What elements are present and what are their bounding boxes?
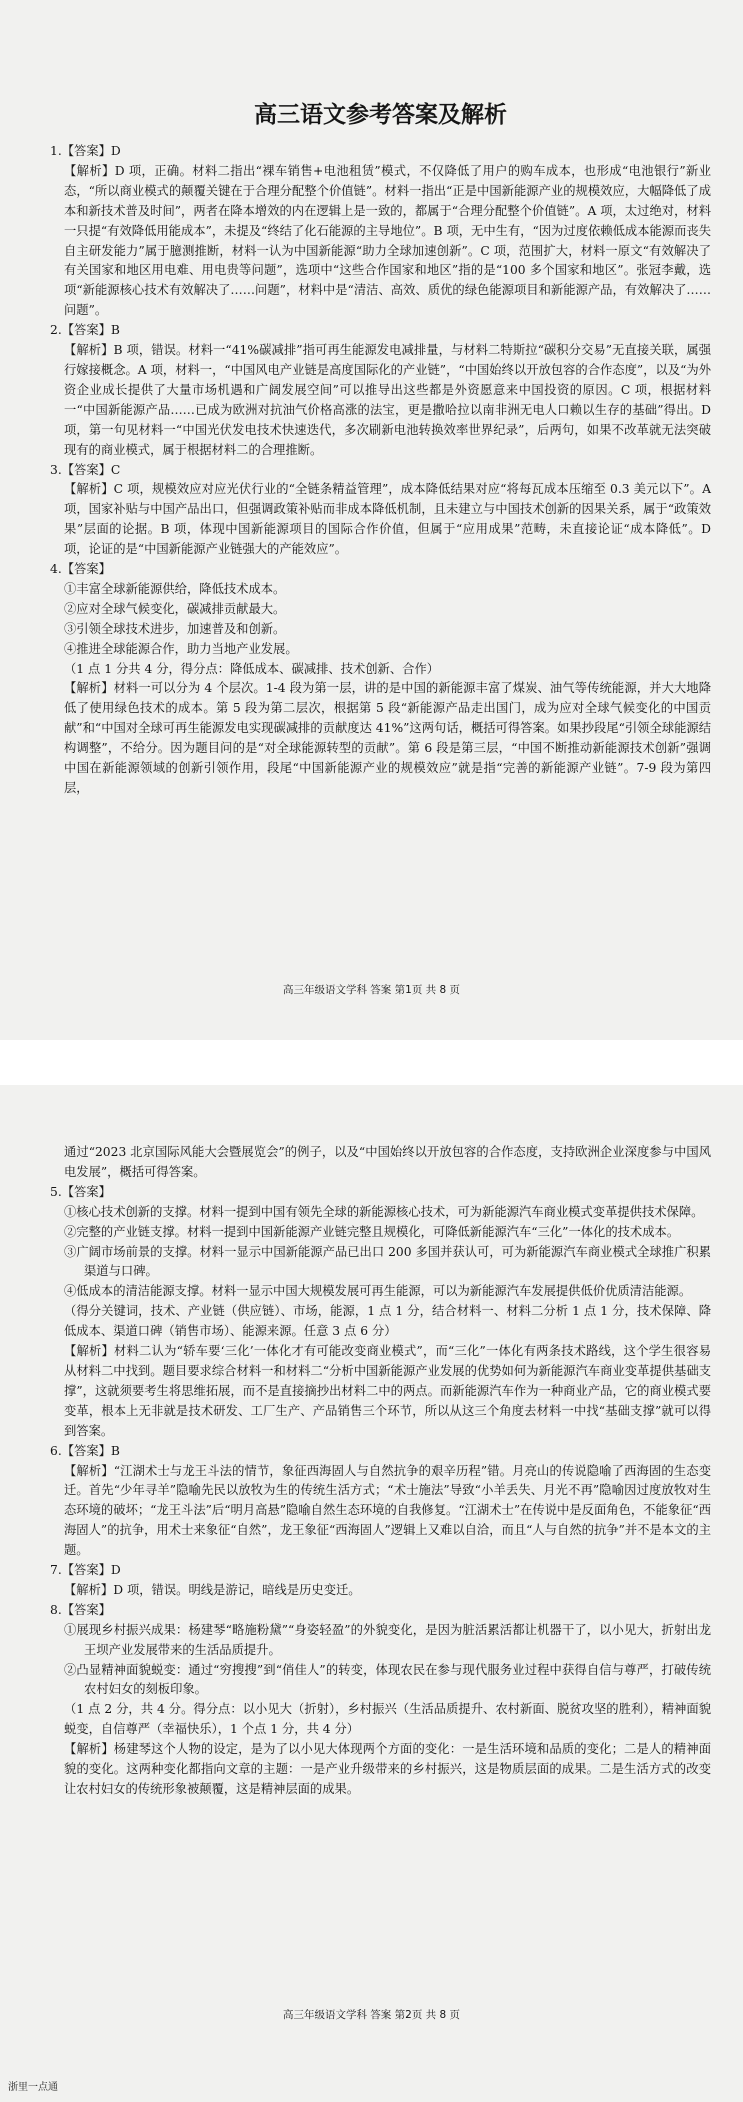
q5-item: ①核心技术创新的支撑。材料一提到中国有领先全球的新能源核心技术，可为新能源汽车商业模式变革提供技术保障。 <box>64 1204 704 1219</box>
q2-answer: 2.【答案】B <box>50 323 120 338</box>
q5-item: ④低成本的清洁能源支撑。材料一显示中国大规模发展可再生能源，可以为新能源汽车发展提供低价优质清洁能源。 <box>64 1284 692 1299</box>
q4-answer: 4.【答案】 <box>50 562 111 577</box>
watermark-text: 浙里一点通 <box>8 2082 58 2093</box>
page-1-body <box>50 142 711 799</box>
q4-item: ③引领全球技术进步，加速普及和创新。 <box>64 621 286 636</box>
q5-scoring: （得分关键词，技术、产业链（供应链）、市场，能源，1 点 1 分，结合材料一、材料二分析 1 点 1 分，技术保障、降低成本、渠道口碑（销售市场）、能源来源。任意 3 点 6 分） <box>64 1304 711 1339</box>
q8-item: ①展现乡村振兴成果：杨建琴“略施粉黛”“身姿轻盈”的外貌变化，是因为脏活累活都让机器干了，以小见大，折射出龙王坝产业发展带来的生活品质提升。 <box>64 1622 711 1657</box>
q7-explanation: 【解析】D 项，错误。明线是游记，暗线是历史变迁。 <box>64 1582 361 1597</box>
q8-explanation: 【解析】杨建琴这个人物的设定，是为了以小见大体现两个方面的变化：一是生活环境和品质的变化；二是人的精神面貌的变化。这两种变化都指向文章的主题：一是产业升级带来的乡村振兴，这是物质层面的成果。二是生活方式的改变让农村妇女的传统形象被颠覆，这是精神层面的成果。 <box>64 1742 711 1796</box>
q2-explanation: 【解析】B 项，错误。材料一“41%碳减排”指可再生能源发电减排量，与材料二特斯拉“碳积分交易”无直接关联，属强行嫁接概念。A 项，材料一，“中国风电产业链是高度国际化的产业链”，“中国始终以开放包容的合作态度”，以及“为外资企业成长提供了大量市场机遇和广阔发展空间”可以推导出这些都是外资愿意来中国投资的原因。C 项，根据材料一“中国新能源产品……已成为欧洲对抗油气价格高涨的法宝，更是撒哈拉以南非洲无电人口赖以生存的基础”得出。D 项，第一句见材料一“中国光伏发电技术快速迭代，多次刷新电池转换效率世界纪录”，后两句，如果不改革就无法突破现有的商业模式，属于根据材料二的合理推断。 <box>64 343 711 457</box>
page-title: 高三语文参考答案及解析 <box>254 102 507 128</box>
q4-item: ①丰富全球新能源供给，降低技术成本。 <box>64 581 286 596</box>
q5-item: ②完整的产业链支撑。材料一提到中国新能源产业链完整且规模化，可降低新能源汽车“三化”一体化的技术成本。 <box>64 1224 680 1239</box>
q7-answer: 7.【答案】D <box>50 1563 121 1578</box>
q3-answer: 3.【答案】C <box>50 462 121 477</box>
q5-explanation: 【解析】材料二认为“轿车要‘三化’一体化才有可能改变商业模式”，而“三化”一体化有两条技术路线，这个学生很容易从材料二中找到。题目要求综合材料一和材料二“分析中国新能源产业发展的优势如何为新能源汽车商业变革提供基础支撑”，这就须要考生将思维拓展，而不是直接摘抄出材料二中的两点。而新能源汽车作为一种商业产品，它的商业模式要变革，根本上无非就是技术研发、工厂生产、产品销售三个环节，所以从这三个角度去材料一中找“基础支撑”就可以得到答案。 <box>64 1344 711 1438</box>
page-2-body <box>50 1085 711 1800</box>
q4-item: ④推进全球能源合作，助力当地产业发展。 <box>64 641 298 656</box>
answer-page-1 <box>0 0 743 1040</box>
q5-item: ③广阔市场前景的支撑。材料一显示中国新能源产品已出口 200 多国并获认可，可为新能源汽车商业模式全球推广积累渠道与口碑。 <box>64 1244 711 1279</box>
q8-item: ②凸显精神面貌蜕变：通过“穷搜搜”到“俏佳人”的转变，体现农民在参与现代服务业过程中获得自信与尊严，打破传统农村妇女的刻板印象。 <box>64 1662 711 1697</box>
q6-explanation: 【解析】“江湖术士与龙王斗法的情节，象征西海固人与自然抗争的艰辛历程”错。月亮山的传说隐喻了西海固的生态变迁。首先“少年寻羊”隐喻先民以放牧为生的传统生活方式；“术士施法”导致“小羊丢失、月光不再”隐喻因过度放牧对生态环境的破坏；“龙王斗法”后“明月高悬”隐喻自然生态环境的自我修复。“江湖术士”在传说中是反面角色，不能象征“西海固人”的抗争，用术士来象征“自然”，龙王象征“西海固人”逻辑上又难以自洽，而且“人与自然的抗争”并不是本文的主题。 <box>64 1463 711 1558</box>
q4-item: ②应对全球气候变化，碳减排贡献最大。 <box>64 601 286 616</box>
q6-answer: 6.【答案】B <box>50 1443 120 1458</box>
q4-explanation-continued: 通过“2023 北京国际风能大会暨展览会”的例子，以及“中国始终以开放包容的合作态度，支持欧洲企业深度参与中国风电发展”，概括可得答案。 <box>64 1145 711 1179</box>
q4-explanation: 【解析】材料一可以分为 4 个层次。1-4 段为第一层，讲的是中国的新能源丰富了煤炭、油气等传统能源，并大大地降低了使用绿色技术的成本。第 5 段为第二层次，根据第 5 段“新能源产品走出国门，成为应对全球气候变化的中国贡献”和“中国对全球可再生能源发电实现碳减排的贡献度达 41%”这两句话，概括可得答案。如果抄段尾“引领全球能源结构调整”，不给分。因为题目问的是“对全球能源转型的贡献”。第 6 段是第三层，“中国不断推动新能源技术创新”强调中国在新能源领域的创新引领作用，段尾“中国新能源产业的规模效应”就是指“完善的新能源产业链”。7-9 段为第四层， <box>64 681 711 795</box>
q8-scoring: （1 点 2 分，共 4 分。得分点：以小见大（折射），乡村振兴（生活品质提升、农村新面、脱贫攻坚的胜利），精神面貌蜕变，自信尊严（幸福快乐），1 个点 1 分，共 4 分） <box>64 1702 711 1737</box>
q4-scoring: （1 点 1 分共 4 分，得分点：降低成本、碳减排、技术创新、合作） <box>64 661 440 676</box>
q3-explanation: 【解析】C 项，规模效应对应光伏行业的“全链条精益管理”，成本降低结果对应“将每瓦成本压缩至 0.3 美元以下”。A 项，国家补贴与中国产品出口，但强调政策补贴而非成本降低机制，且未建立与中国技术创新的因果关系，属于“政策效果”层面的论据。B 项，体现中国新能源项目的国际合作价值，但属于“应用成果”范畴，未直接论证“成本降低”。D 项，论证的是“中国新能源产业链强大的产能效应”。 <box>64 482 711 557</box>
page-footer: 高三年级语文学科 答案 第2页 共 8 页 <box>282 2009 461 2021</box>
page-footer: 高三年级语文学科 答案 第1页 共 8 页 <box>282 984 461 996</box>
q1-answer: 1.【答案】D <box>50 144 121 158</box>
q5-answer: 5.【答案】 <box>50 1184 111 1199</box>
q8-answer: 8.【答案】 <box>50 1602 111 1617</box>
answer-page-2 <box>0 1085 743 2102</box>
q1-explanation: 【解析】D 项，正确。材料二指出“裸车销售+电池租赁”模式，不仅降低了用户的购车成本，也形成“电池银行”新业态，“所以商业模式的颠覆关键在于合理分配整个价值链”。材料一指出“正是中国新能源产业的规模效应，大幅降低了成本和新技术普及时间”，两者在降本增效的内在逻辑上是一致的，都属于“合理分配整个价值链”。A 项，太过绝对，材料一只提“有效降低用能成本”，未提及“终结了化石能源的主导地位”。B 项，无中生有，“因为过度依赖低成本能源而丧失自主研发能力”属于臆测推断，材料一认为中国新能源“助力全球加速创新”。C 项，范围扩大，材料一原文“有效解决了有关国家和地区用电难、用电贵等问题”，选项中“这些合作国家和地区”指的是“100 多个国家和地区”。张冠李戴，选项“新能源核心技术有效解决了……问题”，材料中是“清洁、高效、质优的绿色能源项目和新能源产品，有效解决了……问题”。 <box>64 163 711 318</box>
